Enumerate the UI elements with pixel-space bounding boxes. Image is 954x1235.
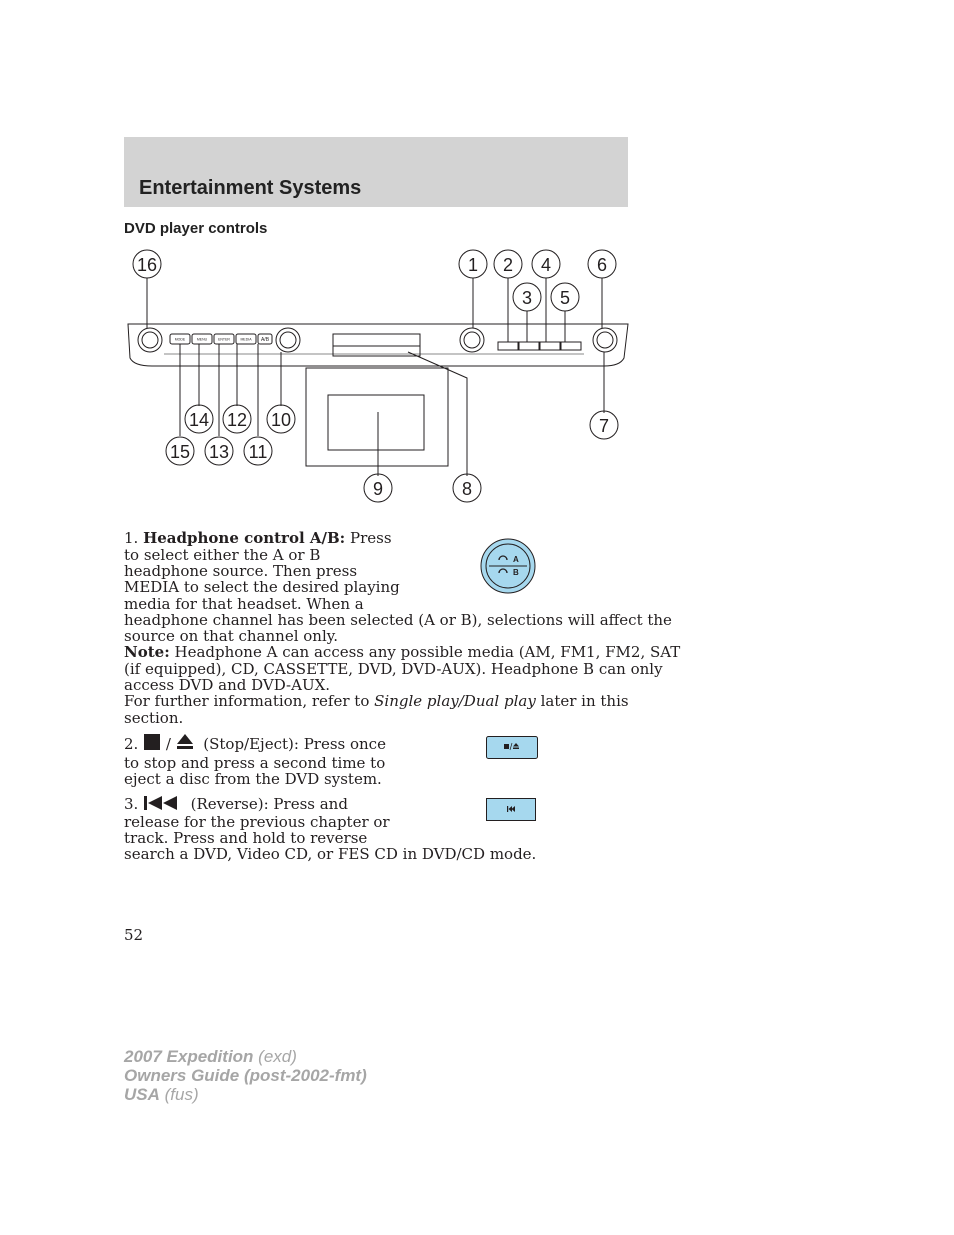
callout-14: 14 [188, 410, 210, 430]
callout-1: 1 [467, 255, 479, 275]
callout-15: 15 [169, 442, 191, 462]
further-line1: For further information, refer to Single play/Dual play later in this [124, 692, 629, 710]
footer-line3: USA (fus) [124, 1085, 199, 1104]
callout-4: 4 [540, 255, 552, 275]
stop-eject-mini-button [498, 342, 518, 350]
note-line1: Note: Headphone A can access any possible media (AM, FM1, FM2, SAT [124, 643, 681, 661]
item3-line1: 3. (Reverse): Press and [124, 795, 348, 813]
screen-inner [328, 395, 424, 450]
callout-9: 9 [372, 479, 384, 499]
callout-11: 11 [248, 442, 268, 462]
mini-label-menu: MENU [196, 337, 208, 342]
item3-line2: release for the previous chapter or [124, 813, 390, 831]
callout-2: 2 [502, 255, 514, 275]
item1-line2: to select either the A or B [124, 546, 321, 564]
item1-line4: MEDIA to select the desired playing [124, 578, 400, 596]
item1-line7: source on that channel only. [124, 627, 338, 645]
icon-label-b: B [513, 568, 519, 577]
mini-label-mode: MODE [174, 337, 186, 342]
callout-12: 12 [226, 410, 248, 430]
page-number: 52 [124, 926, 144, 944]
item1-line3: headphone source. Then press [124, 562, 358, 580]
reverse-icon [143, 795, 181, 811]
console-body [128, 324, 628, 366]
dvd-player-diagram [124, 248, 634, 508]
note-line2: (if equipped), CD, CASSETTE, DVD, DVD-AUX). Headphone B can only [124, 660, 663, 678]
forward-mini-button [540, 342, 560, 350]
footer-line2: Owners Guide (post-2002-fmt) [124, 1066, 367, 1085]
disc-slot-panel [333, 334, 420, 356]
eject-icon [176, 733, 194, 751]
callout-8: 8 [461, 479, 473, 499]
reverse-mini-button [519, 342, 539, 350]
stop-eject-button-icon [486, 736, 538, 759]
callout-7: 7 [598, 416, 610, 436]
item3-line3: track. Press and hold to reverse [124, 829, 368, 847]
footer [124, 1047, 367, 1104]
callout-5: 5 [559, 288, 571, 308]
note-line3: access DVD and DVD-AUX. [124, 676, 331, 694]
item1-line1: 1. Headphone control A/B: Press [124, 529, 392, 547]
headphone-ab-button-icon [480, 538, 536, 594]
callout-16: 16 [136, 255, 158, 275]
reverse-button-icon [486, 798, 536, 821]
footer-line1: 2007 Expedition (exd) [124, 1047, 297, 1066]
item1-line5: media for that headset. When a [124, 595, 364, 613]
item1-line6: headphone channel has been selected (A or B), selections will affect the [124, 611, 672, 629]
subheading: DVD player controls [124, 220, 268, 237]
mini-label-media: MEDIA [240, 337, 252, 342]
section-title: Entertainment Systems [139, 177, 362, 199]
callout-3: 3 [521, 288, 533, 308]
stop-icon [143, 733, 161, 751]
callout-10: 10 [270, 410, 292, 430]
item2-line2: to stop and press a second time to [124, 754, 386, 772]
mini-label-enter: ENTER [218, 337, 230, 342]
item3-line4: search a DVD, Video CD, or FES CD in DVD/CD mode. [124, 845, 537, 863]
further-line2: section. [124, 709, 184, 727]
screen-outer [306, 368, 448, 466]
callout-6: 6 [596, 255, 608, 275]
play-pause-mini-button [561, 342, 581, 350]
item2-line3: eject a disc from the DVD system. [124, 770, 382, 788]
item2-line1: 2. / (Stop/Eject): Press once [124, 735, 386, 753]
mini-label-ab: A/B [260, 337, 270, 343]
callout-13: 13 [208, 442, 230, 462]
icon-label-a: A [513, 555, 519, 564]
